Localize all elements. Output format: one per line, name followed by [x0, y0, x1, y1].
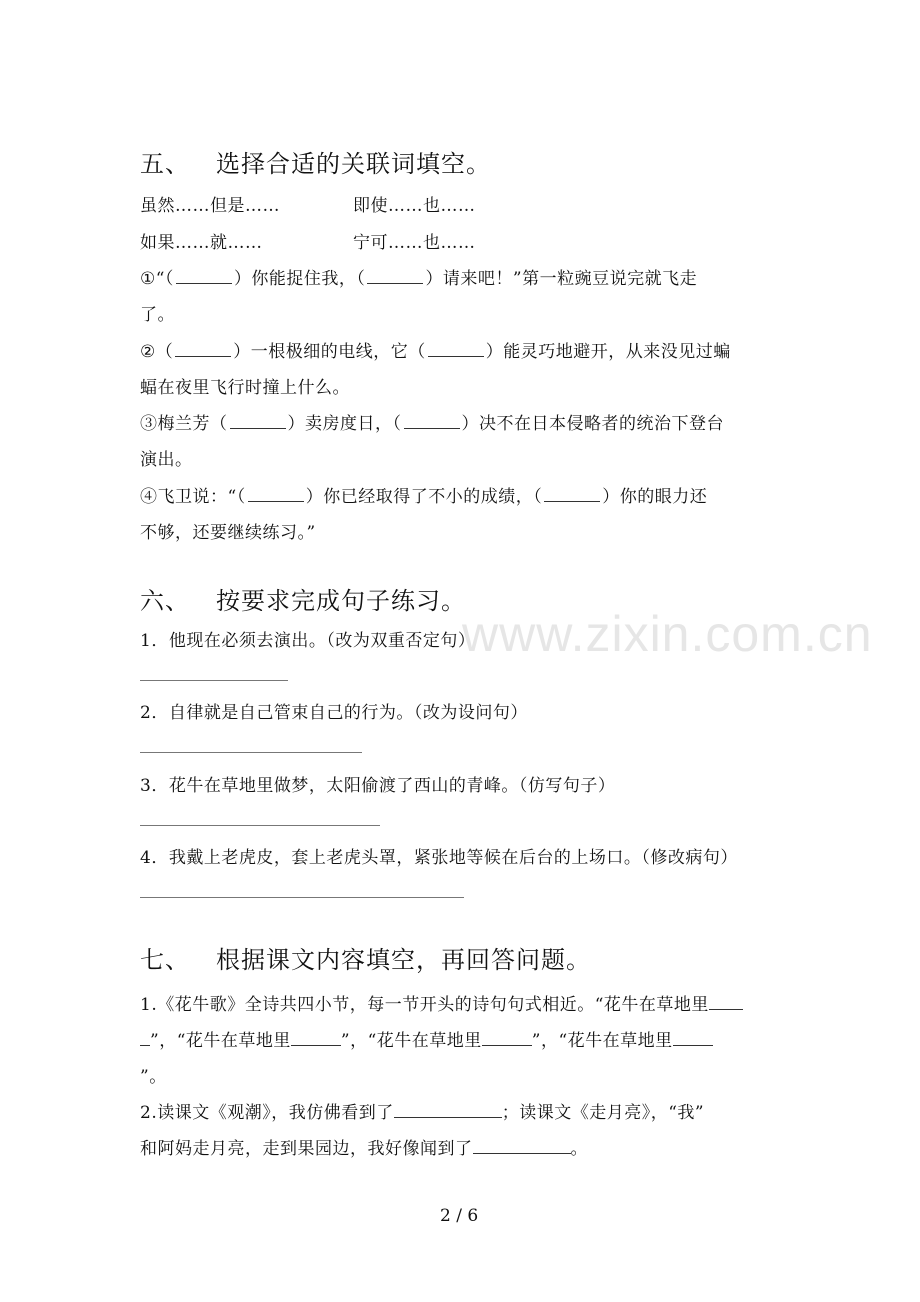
section-heading: 选择合适的关联词填空。 [216, 150, 491, 178]
question-text: 1.《花牛歌》全诗共四小节，每一节开头的诗句句式相近。“花牛在草地里 [140, 995, 709, 1015]
question-text: 2.读课文《观潮》，我仿佛看到了 [140, 1103, 394, 1123]
section-number: 六、 [140, 587, 190, 615]
answer-blank[interactable] [175, 342, 231, 357]
question-7-2 [140, 1098, 704, 1123]
question-text: ”，“花牛在草地里 [150, 1031, 291, 1051]
question-5-2 [140, 337, 731, 362]
question-text: ）卖房度日，（ [287, 414, 402, 434]
answer-blank[interactable] [428, 342, 484, 357]
question-text: ”，“花牛在草地里 [340, 1031, 482, 1051]
option: 宁可……也…… [353, 233, 476, 253]
answer-line[interactable] [140, 897, 464, 898]
question-text: ④飞卫说：“（ [140, 487, 246, 507]
answer-blank[interactable] [367, 269, 423, 284]
question-text: 不够，还要继续练习。” [140, 523, 316, 543]
question-text: ；读课文《走月亮》，“我” [501, 1103, 705, 1123]
question-5-1 [140, 264, 697, 289]
answer-blank[interactable] [544, 487, 600, 502]
answer-blank[interactable] [482, 1031, 532, 1046]
answer-blank[interactable] [230, 414, 286, 429]
answer-line[interactable] [140, 825, 380, 826]
answer-line[interactable] [140, 680, 288, 681]
option: 虽然……但是…… [140, 196, 280, 216]
exercise-item: 3．花牛在草地里做梦，太阳偷渡了西山的青峰。（仿写句子） [140, 776, 616, 796]
question-text: ）你能捉住我，（ [233, 269, 366, 289]
question-text: ①“（ [140, 269, 174, 289]
section-6-title [140, 581, 466, 616]
section-number: 五、 [140, 150, 190, 178]
question-5-3 [140, 409, 724, 434]
question-text: ）决不在日本侵略者的统治下登台 [461, 414, 724, 434]
question-text: 演出。 [140, 450, 193, 470]
question-text: ）你已经取得了不小的成绩，（ [305, 487, 543, 507]
question-text: 。 [570, 1139, 588, 1159]
answer-blank[interactable] [176, 269, 232, 284]
question-text: ”。 [140, 1067, 167, 1087]
answer-blank[interactable] [140, 1031, 150, 1046]
question-text: ③梅兰芳（ [140, 414, 228, 434]
section-heading: 根据课文内容填空，再回答问题。 [216, 946, 591, 974]
exercise-item: 4．我戴上老虎皮，套上老虎头罩，紧张地等候在后台的上场口。（修改病句） [140, 848, 738, 868]
question-text: 蝠在夜里飞行时撞上什么。 [140, 378, 350, 398]
answer-blank[interactable] [248, 487, 304, 502]
section-7-title [140, 940, 591, 975]
question-5-4 [140, 482, 707, 507]
question-text: ）能灵巧地避开，从来没见过蝙 [485, 342, 731, 362]
page-number: 2 / 6 [440, 1206, 479, 1226]
section-heading: 按要求完成句子练习。 [216, 587, 466, 615]
question-text: ）一根极细的电线，它（ [233, 342, 426, 362]
section-5-title [140, 144, 491, 179]
answer-blank[interactable] [404, 414, 460, 429]
answer-line[interactable] [140, 752, 362, 753]
exercise-item: 1．他现在必须去演出。（改为双重否定句） [140, 631, 476, 651]
answer-blank[interactable] [473, 1139, 571, 1154]
option: 如果……就…… [140, 233, 263, 253]
answer-blank[interactable] [394, 1103, 502, 1118]
answer-blank[interactable] [709, 995, 743, 1010]
question-text: ②（ [140, 342, 174, 362]
question-7-2-cont [140, 1134, 588, 1159]
question-text: 和阿妈走月亮，走到果园边，我好像闻到了 [140, 1139, 473, 1159]
question-7-1 [140, 990, 743, 1015]
watermark: www.zixin.com.cn [462, 606, 873, 662]
question-text: ）你的眼力还 [602, 487, 708, 507]
exercise-item: 2．自律就是自己管束自己的行为。（改为设问句） [140, 703, 528, 723]
question-7-1-cont [140, 1026, 713, 1051]
section-number: 七、 [140, 946, 190, 974]
answer-blank[interactable] [291, 1031, 341, 1046]
question-text: 了。 [140, 305, 175, 325]
answer-blank[interactable] [673, 1031, 713, 1046]
question-text: ）请来吧！”第一粒豌豆说完就飞走 [425, 269, 698, 289]
option: 即使……也…… [353, 196, 476, 216]
question-text: ”，“花牛在草地里 [531, 1031, 673, 1051]
